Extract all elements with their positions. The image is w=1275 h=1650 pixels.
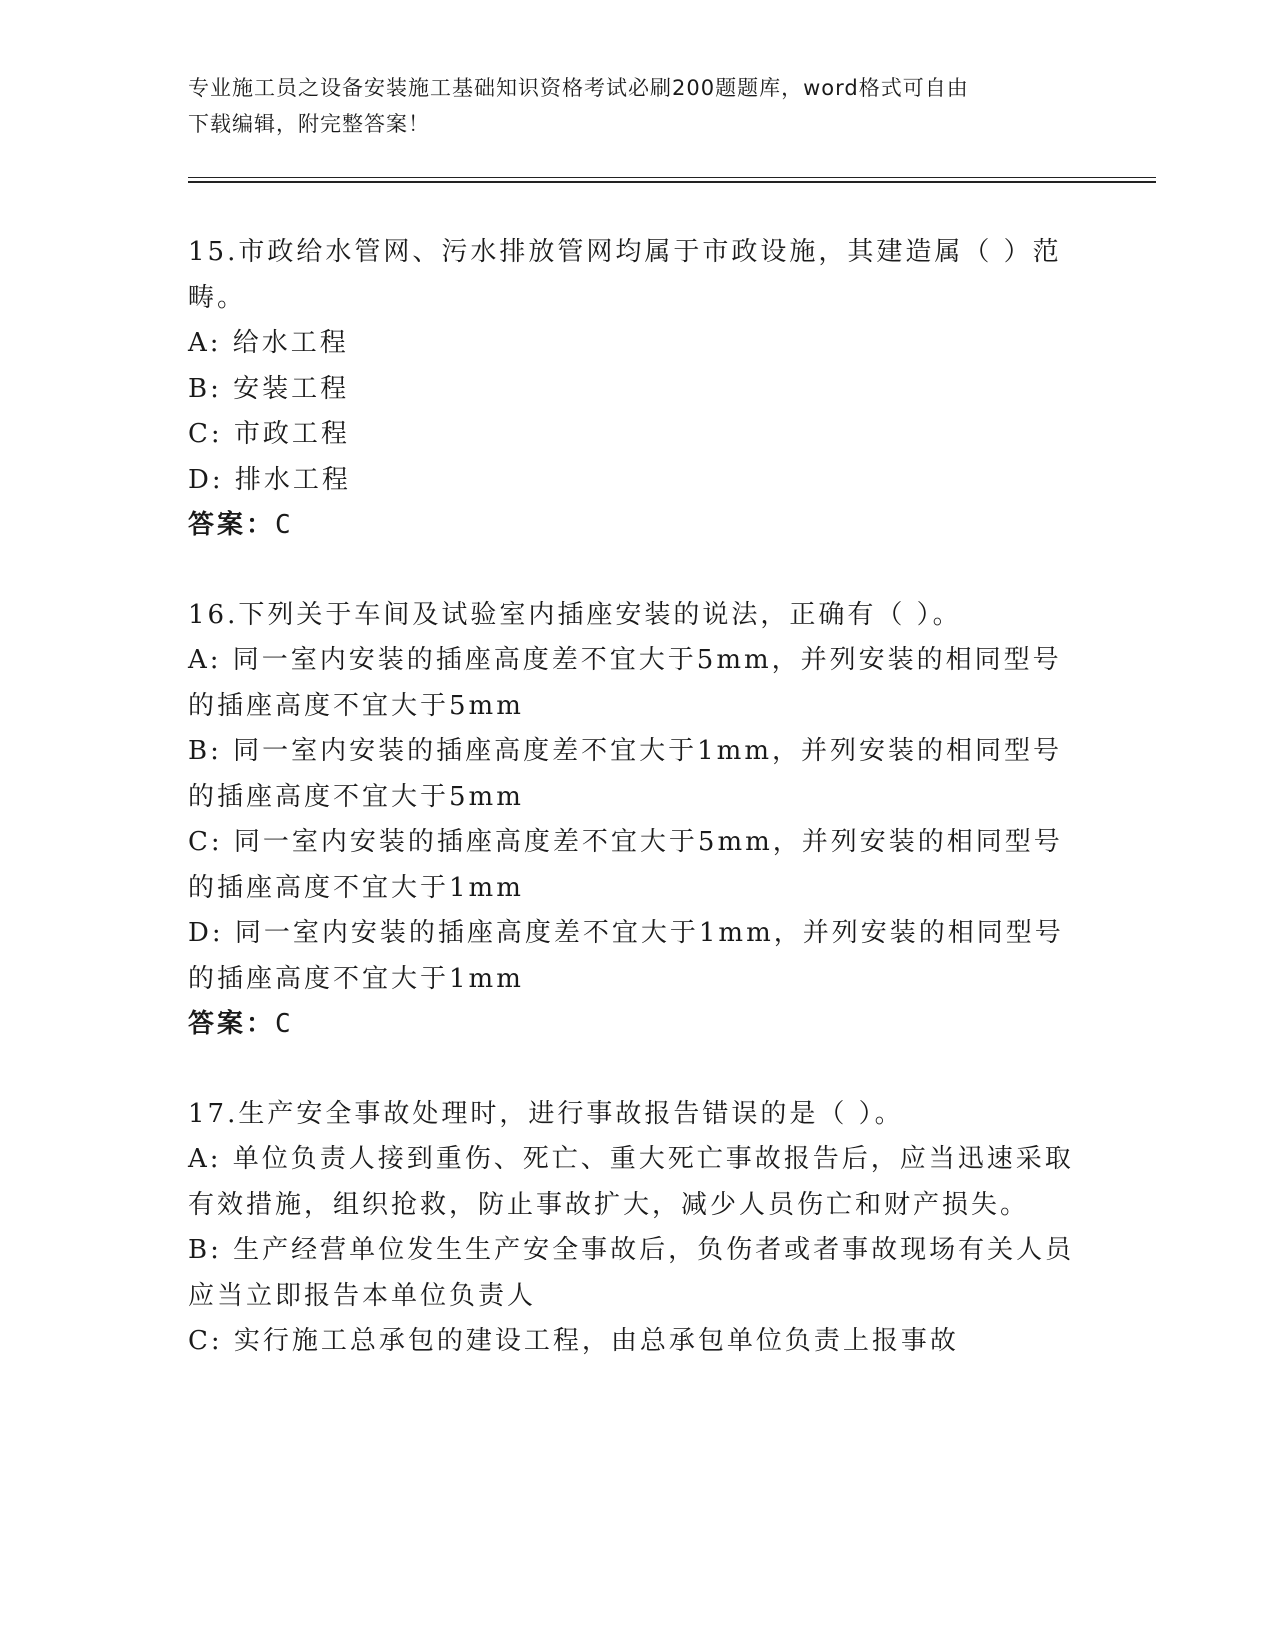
answer-label: 答案： bbox=[188, 510, 276, 540]
question-list bbox=[188, 230, 1088, 1409]
option-b: B: 生产经营单位发生生产安全事故后，负伤者或者事故现场有关人员应当立即报告本单位负责人 bbox=[188, 1235, 1075, 1311]
question-16 bbox=[188, 593, 1088, 1048]
answer-value: C bbox=[275, 1009, 294, 1039]
question-17 bbox=[188, 1092, 1088, 1365]
question-stem: 16.下列关于车间及试验室内插座安装的说法，正确有（ ）。 bbox=[188, 599, 962, 630]
option-b: B: 安装工程 bbox=[188, 373, 350, 404]
answer-value: C bbox=[275, 510, 294, 540]
option-c: C: 实行施工总承包的建设工程，由总承包单位负责上报事故 bbox=[188, 1326, 959, 1356]
header-divider-top bbox=[188, 177, 1156, 178]
question-15 bbox=[188, 230, 1088, 549]
header-divider-bottom bbox=[188, 181, 1156, 183]
option-d: D: 同一室内安装的插座高度差不宜大于1mm，并列安装的相同型号的插座高度不宜大于1mm bbox=[188, 918, 1064, 994]
header-line-1: 专业施工员之设备安装施工基础知识资格考试必刷200题题库，word格式可自由 bbox=[188, 76, 969, 100]
answer-label: 答案： bbox=[188, 1009, 276, 1039]
answer-line bbox=[188, 503, 1088, 549]
option-b: B: 同一室内安装的插座高度差不宜大于1mm，并列安装的相同型号的插座高度不宜大于5mm bbox=[188, 736, 1062, 812]
option-a: A: 给水工程 bbox=[188, 328, 349, 358]
document-header bbox=[188, 70, 1068, 142]
header-line-2: 下载编辑，附完整答案！ bbox=[188, 112, 430, 136]
option-a: A: 单位负责人接到重伤、死亡、重大死亡事故报告后，应当迅速采取有效措施，组织抢救，防止事故扩大，减少人员伤亡和财产损失。 bbox=[188, 1144, 1074, 1220]
option-c: C: 同一室内安装的插座高度差不宜大于5mm，并列安装的相同型号的插座高度不宜大于1mm bbox=[188, 827, 1063, 903]
option-a: A: 同一室内安装的插座高度差不宜大于5mm，并列安装的相同型号的插座高度不宜大于5mm bbox=[188, 645, 1062, 721]
question-stem: 15.市政给水管网、污水排放管网均属于市政设施，其建造属（ ）范畴。 bbox=[188, 237, 1062, 313]
option-c: C: 市政工程 bbox=[188, 419, 350, 449]
question-stem: 17.生产安全事故处理时，进行事故报告错误的是（ ）。 bbox=[188, 1098, 904, 1129]
answer-line bbox=[188, 1002, 1088, 1048]
option-d: D: 排水工程 bbox=[188, 464, 351, 495]
